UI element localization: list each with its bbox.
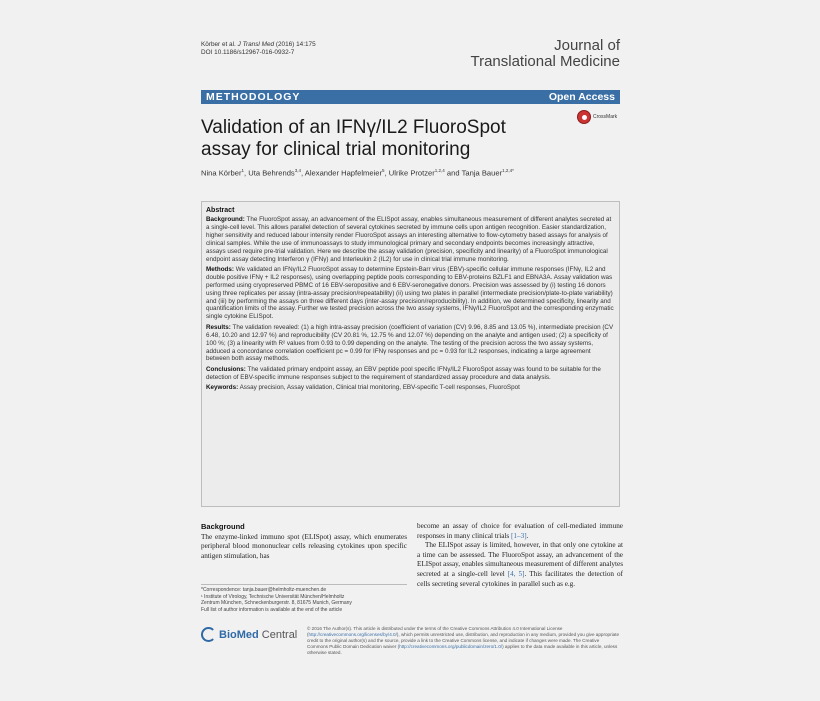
author-affiliation: 1,2,4* xyxy=(502,168,514,173)
body-column-right xyxy=(417,522,623,589)
author-name: Nina Körber xyxy=(201,168,242,178)
body-paragraph: The ELISpot assay is limited, however, in that only one cytokine at a time can be assessed. The FluoroSpot assay, an advancement of the ELISpot assay, enables simultaneous measurement of different analytes secreted at a single-cell level [4, 5]. This facilitates the detection of cells secreting several cytokines in parallel such as e.g. xyxy=(417,541,623,588)
public-domain-link[interactable]: http://creativecommons.org/publicdomain/zero/1.0/ xyxy=(399,644,503,649)
open-access-label: Open Access xyxy=(548,91,615,103)
biomed-central-icon xyxy=(201,627,216,642)
author-affiliation: 5 xyxy=(382,168,385,173)
license-text: © 2016 The Author(s). This article is distributed under the terms of the Creative Commons Attribution 4.0 International License (http://creativecommons.org/licenses/by/4.0/), which permits unrestricted use, distribution, and reproduction in any medium, provided you give appropriate credit to the original author(s) and the source, provide a link to the Creative Commons license, and indicate if changes were made. The Creative Commons Public Domain Dedication waiver (http://creativecommons.org/publicdomain/zero/1.0/) applies to the data made available in this article, unless otherwise stated. xyxy=(307,626,620,655)
abstract-methods: Methods: We validated an IFNγ/IL2 FluoroSpot assay to determine Epstein-Barr virus (EBV)-specific cellular immune responses (IFNγ, IL2 and double positive IFNγ + IL2 responses), using overlapping peptide pools corresponding to EBV-proteins BZLF1 and EBNA3A. Assay validation was performed using cryopreserved PBMC of 16 EBV-seropositive and 6 EBV-seronegative donors. Precision was assessed by (i) testing 16 donors using three replicates per assay (intra-assay precision/repeatability) (ii) using two plates in parallel (intermediate precision/plate-to-plate variability) and (iii) by performing the assays on three different days (inter-assay precision/reproducibility). In addition, we determined specificity, linearity and quantification limits of the assay. Further we tested precision across the two assay systems, IFNγ/IL2 FluoroSpot and the corresponding enzymatic single cytokine ELISpot. xyxy=(206,265,614,321)
reference-link[interactable]: [4, 5] xyxy=(507,569,525,578)
abstract-background: Background: The FluoroSpot assay, an advancement of the ELISpot assay, enables simultaneous measurement of different analytes secreted at a single-cell level. This allows parallel detection of several cytokines secreted by immune cells upon antigen recognition. Easier standardization, higher sensitivity and reduced labour intensity render FluoroSpot assays an interesting alternative to flow-cytometry based assays for analysis of clinical samples. While the use of immunoassays to study immunological primary and secondary endpoints becomes increasingly attractive, assays used require pre-trial validation. Here we describe the assay validation (precision, specificity and linearity) of a FluoroSpot immunological endpoint assay detecting Interferon γ (IFNγ) and Interleukin 2 (IL2) for use in clinical trial immune monitoring. xyxy=(206,216,612,263)
abstract-box xyxy=(201,201,620,507)
author-separator: , xyxy=(384,168,389,178)
correspondence: *Correspondence: tanja.bauer@helmholtz-muenchen.de xyxy=(201,587,327,593)
author-affiliation: 1 xyxy=(241,168,245,173)
crossmark-icon xyxy=(577,110,591,124)
section-bar xyxy=(201,90,620,104)
doi: DOI 10.1186/s12967-016-0932-7 xyxy=(201,49,295,56)
reference-link[interactable]: [1–3] xyxy=(511,531,527,540)
citation-line-1: Körber et al. J Transl Med (2016) 14:175 xyxy=(201,41,316,48)
body-column-left xyxy=(201,522,407,561)
body-paragraph: become an assay of choice for evaluation of cell-mediated immune responses in many clinical trials [1–3]. xyxy=(417,522,623,540)
abstract-results: Results: The validation revealed: (1) a high intra-assay precision (coefficient of variation (CV) 9.96, 8.85 and 13.05 %), intermediate precision (CV 6.48, 10.20 and 12.97 %) and reproducibility (CV 20.81 %, 12.75 % and 12.07 %) depending on the analyte and antigen used; (2) a specificity of 100 %; (3) a linearity with R² values from 0.93 to 0.99 depending on the analyte. The testing of the precision across the two assay systems, adduced a concordance correlation coefficient pc = 0.99 for IFNγ responses and pc = 0.93 for IL2 responses, indicating a large agreement between both assay methods. xyxy=(206,323,614,363)
abstract-keywords: Keywords: Assay precision, Assay validation, Clinical trial monitoring, EBV-specific T-cell responses, FluoroSpot xyxy=(206,384,520,392)
body-paragraph: The enzyme-linked immuno spot (ELISpot) assay, which enumerates peripheral blood mononuclear cells releasing cytokines upon specific antigen stimulation, has xyxy=(201,532,407,560)
body-heading: Background xyxy=(201,522,245,531)
author-list xyxy=(201,168,514,178)
abstract-heading: Abstract xyxy=(206,207,235,214)
author-name: Uta Behrends xyxy=(248,168,295,178)
abstract-conclusions: Conclusions: The validated primary endpoint assay, an EBV peptide pool specific IFNγ/IL2 FluoroSpot assay was found to be suitable for the detection of EBV-specific immune responses subject to the requirement of standardized assay procedure and data analysis. xyxy=(206,365,601,381)
author-affiliation: 1,2,4 xyxy=(434,168,445,173)
author-separator: and xyxy=(444,168,462,178)
crossmark-badge[interactable]: CrossMark xyxy=(577,110,617,124)
author-affiliation: 3,4 xyxy=(294,168,301,173)
author-name: Ulrike Protzer xyxy=(388,168,435,178)
author-separator: , xyxy=(300,168,305,178)
journal-name: Journal of Translational Medicine xyxy=(470,37,620,70)
citation-block xyxy=(201,41,316,57)
section-label: METHODOLOGY xyxy=(206,91,301,103)
author-name: Alexander Hapfelmeier xyxy=(304,168,383,178)
publisher-logo: BioMed Central xyxy=(201,627,297,642)
footnotes: *Correspondence: tanja.bauer@helmholtz-muenchen.de ¹ Institute of Virology, Technische Universität München/Helmholtz Zentrum München, Schneckenburgerstr. 8, 81675 Munich, Germany Full list of author information is available at the end of the article xyxy=(201,584,407,613)
license-link[interactable]: http://creativecommons.org/licenses/by/4.0/ xyxy=(308,632,397,637)
author-separator: , xyxy=(244,168,249,178)
author-name: Tanja Bauer xyxy=(461,168,503,178)
article-title: Validation of an IFNγ/IL2 FluoroSpot assay for clinical trial monitoring xyxy=(201,117,506,160)
